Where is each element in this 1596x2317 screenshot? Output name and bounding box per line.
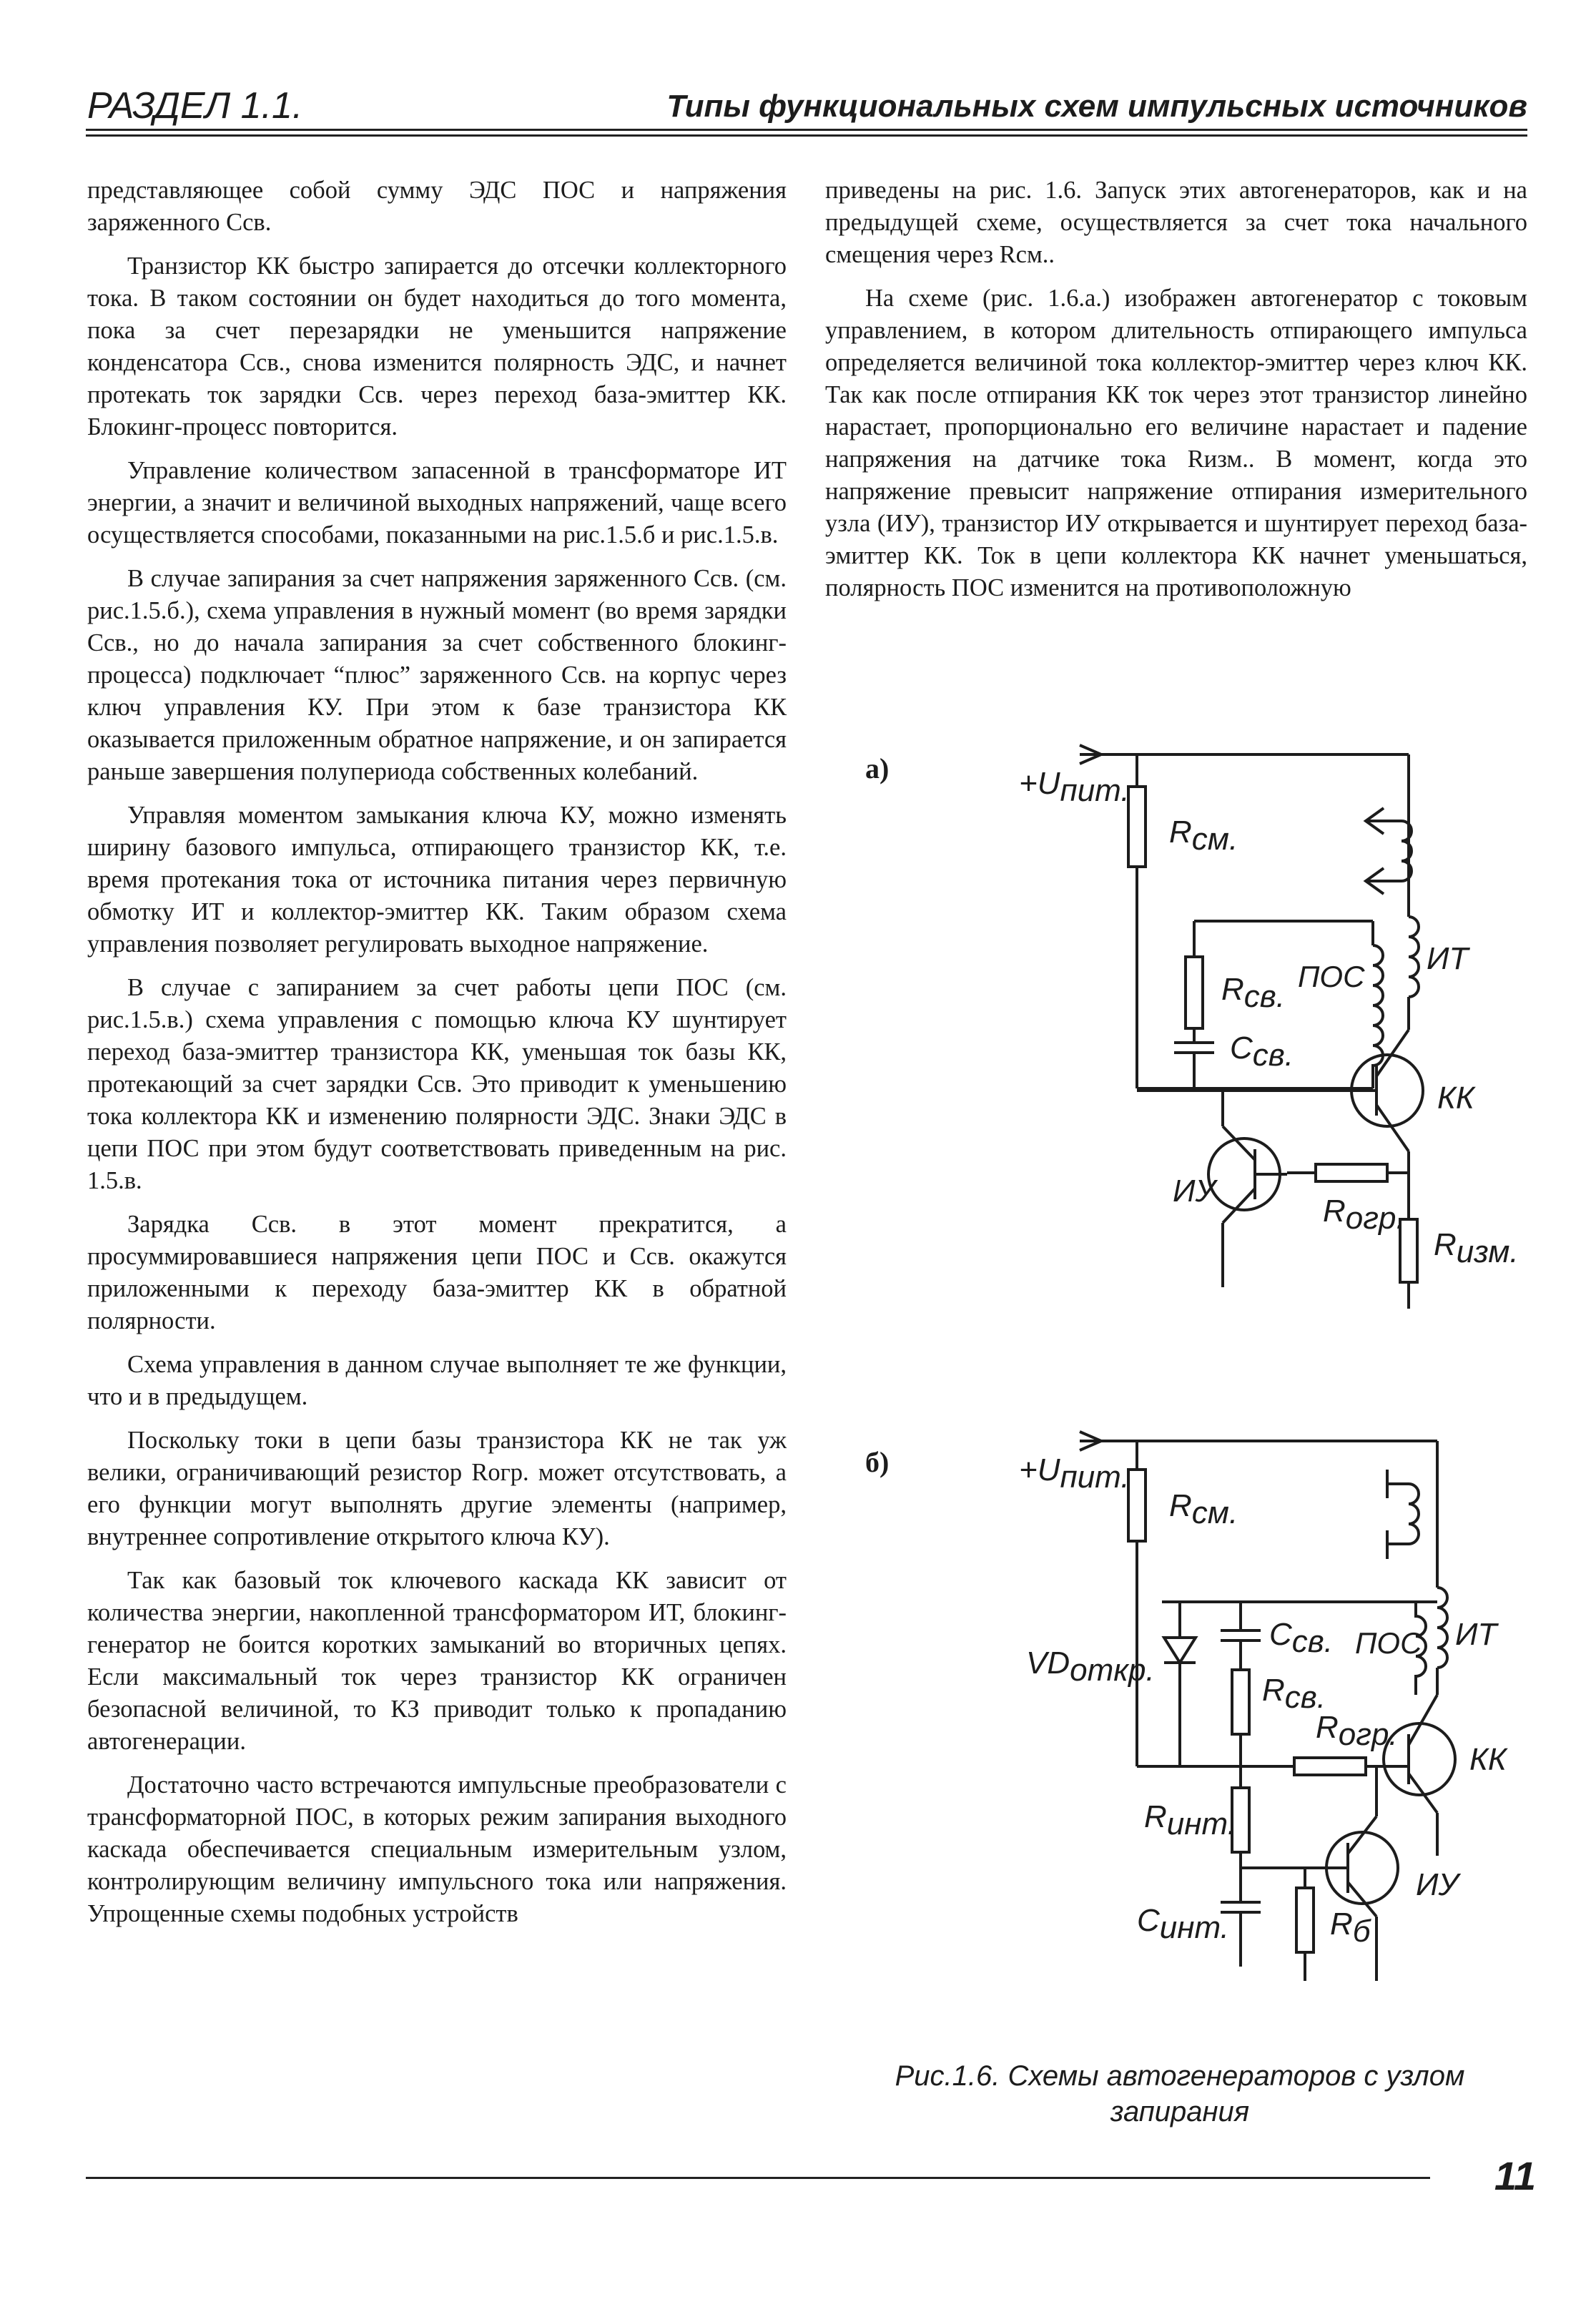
left-column xyxy=(87,174,787,1942)
svg-text:VDоткр.: VDоткр. xyxy=(1026,1645,1155,1688)
paragraph: Управление количеством запасенной в трансформаторе ИТ энергии, а значит и величиной выходных напряжений, чаще всего осуществляется способами, показанными на рис.1.5.б и рис.1.5.в. xyxy=(87,457,787,548)
primary-winding xyxy=(1437,1588,1447,1668)
r-bias-resistor xyxy=(1128,1470,1146,1541)
paragraph: Зарядка Cсв. в этот момент прекратится, а просуммировавшиеся напряжения цепи ПОС и Cсв. окажутся приложенными к переходу база-эмиттер КК в обратной полярности. xyxy=(87,1211,787,1334)
paragraph: Поскольку токи в цепи базы транзистора КК не так уж велики, ограничивающий резистор Rогр. может отсутствовать, а его функции могут выполнять другие элементы (например, внутреннее сопротивление открытого ключа КУ). xyxy=(87,1427,787,1550)
header-rule-double xyxy=(86,134,1527,137)
paragraph: Схема управления в данном случае выполняет те же функции, что и в предыдущем. xyxy=(87,1351,787,1410)
section-label: РАЗДЕЛ 1.1. xyxy=(87,85,303,127)
paragraph: На схеме (рис. 1.6.а.) изображен автогенератор с токовым управлением, в котором длительность отпирающего импульса определяется величиной тока коллектор-эмиттер через ключ КК. Так как после отпирания КК ток через этот транзистор линейно нарастает, пропорционально его величине нарастает и падение напряжения на датчике тока Rизм.. В момент, когда это напряжение превысит напряжение отпирания измерительного узла (ИУ), транзистор ИУ открывается и шунтирует переход база-эмиттер КК. Ток в цепи коллектора КК начнет уменьшаться, полярность ПОС изменится на противоположную xyxy=(825,285,1527,601)
paragraph: В случае с запиранием за счет работы цепи ПОС (см. рис.1.5.в.) схема управления с помощью ключа КУ шунтирует переход база-эмиттер транзистора КК, уменьшая ток базы КК, протекающий за счет зарядки Cсв. Это приводит к уменьшению тока коллектора КК и изменению полярности ЭДС. Знаки ЭДС в цепи ПОС при этом будут соответствовать приведенным на рис. 1.5.в. xyxy=(87,974,787,1194)
right-column xyxy=(825,174,1527,616)
r-fb-resistor xyxy=(1232,1670,1249,1734)
paragraph: Так как базовый ток ключевого каскада КК зависит от количества энергии, накопленной трансформатором ИТ, блокинг-генератор не боится коротких замыканий во вторичных цепях. Если максимальный ток через транзистор КК ограничен безопасной величиной, то КЗ приводит только к пропаданию автогенерации. xyxy=(87,1567,787,1755)
paragraph: Достаточно часто встречаются импульсные преобразователи с трансформаторной ПОС, в которых режим запирания выходного каскада обеспечивается специальным измерительным узлом, контролирующим величину импульсного тока или напряжения. Упрощенные схемы подобных устройств xyxy=(87,1771,787,1927)
secondary-winding xyxy=(1409,1484,1419,1544)
paragraph: Управляя моментом замыкания ключа КУ, можно изменять ширину базового импульса, отпирающего транзистор КК, т.е. время протекания тока от источника питания через первичную обмотку ИТ и коллектор-эмиттер КК. Таким образом схема управления позволяет регулировать выходное напряжение. xyxy=(87,802,787,958)
paragraph: Транзистор КК быстро запирается до отсечки коллекторного тока. В таком состоянии он будет находиться до того момента, пока за счет перезарядки не уменьшится напряжение конденсатора Cсв., снова изменится полярность ЭДС, и начнет протекать ток зарядки Cсв. через переход база-эмиттер КК. Блокинг-процесс повторится. xyxy=(87,252,787,441)
paragraph: представляющее собой сумму ЭДС ПОС и напряжения заряженного Cсв. xyxy=(87,177,787,236)
svg-text:+Uпит.: +Uпит. xyxy=(1019,1452,1130,1495)
paragraph: приведены на рис. 1.6. Запуск этих автогенераторов, как и на предыдущей схеме, осуществляется за счет тока начального смещения через Rсм.. xyxy=(825,177,1527,268)
svg-text:Rогр.: Rогр. xyxy=(1316,1710,1398,1752)
svg-text:ИТ: ИТ xyxy=(1427,941,1469,976)
paragraph: В случае запирания за счет напряжения заряженного Cсв. (см. рис.1.5.б.), схема управления в нужный момент (во время зарядки Cсв., но до начала запирания за счет собственного блокинг-процесса) подключает “плюс” заряженного Cсв. на корпус через ключ управления КУ. При этом к базе транзистора КК оказывается приложенным обратное напряжение, и он запирается раньше завершения полупериода собственных колебаний. xyxy=(87,565,787,785)
supply-label: +Uпит. xyxy=(1019,766,1130,808)
svg-text:Cсв.: Cсв. xyxy=(1230,1030,1294,1073)
svg-text:КК: КК xyxy=(1469,1742,1507,1777)
svg-text:ПОС: ПОС xyxy=(1298,960,1365,993)
svg-text:Rсм.: Rсм. xyxy=(1169,1488,1238,1530)
figure-a xyxy=(844,729,1559,1319)
svg-text:Rогр.: Rогр. xyxy=(1323,1194,1405,1236)
svg-text:Rсв.: Rсв. xyxy=(1262,1673,1326,1715)
svg-text:Rизм.: Rизм. xyxy=(1434,1227,1519,1269)
svg-text:Rб: Rб xyxy=(1330,1907,1371,1949)
diode xyxy=(1164,1638,1196,1663)
svg-text:ИУ: ИУ xyxy=(1173,1174,1216,1209)
page-header-title: Типы функциональных схем импульсных источников xyxy=(666,89,1527,124)
svg-text:Rинт.: Rинт. xyxy=(1144,1799,1236,1841)
r-b-resistor xyxy=(1296,1888,1314,1952)
svg-text:Rсв.: Rсв. xyxy=(1221,972,1285,1014)
page-number: 11 xyxy=(1494,2153,1536,2198)
header-rule xyxy=(86,129,1527,131)
svg-text:КК: КК xyxy=(1437,1081,1474,1116)
footer-rule xyxy=(86,2177,1430,2179)
figure-b xyxy=(844,1423,1559,2020)
primary-winding xyxy=(1409,917,1419,997)
svg-text:Rсм.: Rсм. xyxy=(1169,815,1238,857)
figure-a-label: а) xyxy=(865,752,890,784)
svg-text:Cсв.: Cсв. xyxy=(1269,1617,1333,1659)
r-lim-resistor xyxy=(1294,1758,1366,1775)
feedback-winding xyxy=(1373,945,1383,1066)
svg-text:ИТ: ИТ xyxy=(1455,1617,1497,1652)
svg-text:ПОС: ПОС xyxy=(1355,1626,1422,1660)
figure-caption: Рис.1.6. Схемы автогенераторов с узлом запирания xyxy=(895,2060,1465,2127)
svg-text:ИУ: ИУ xyxy=(1416,1867,1459,1902)
svg-text:Cинт.: Cинт. xyxy=(1137,1903,1229,1945)
figure-b-label: б) xyxy=(865,1446,890,1478)
r-lim-resistor xyxy=(1316,1164,1387,1181)
r-bias-resistor xyxy=(1128,787,1146,867)
r-fb-resistor xyxy=(1186,957,1203,1028)
kk-transistor xyxy=(1384,1723,1455,1795)
